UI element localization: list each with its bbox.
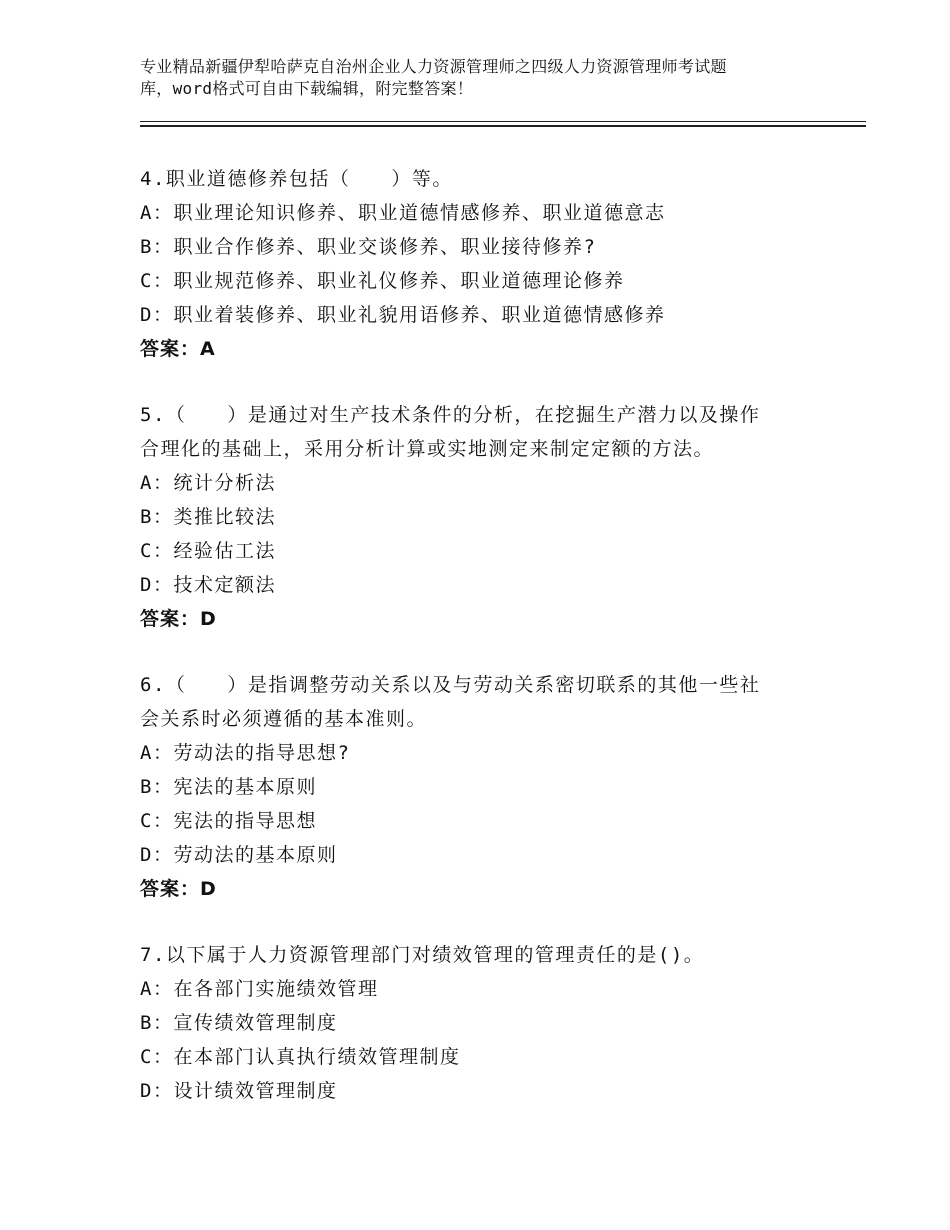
option-a: A：劳动法的指导思想? — [140, 742, 351, 764]
question-stem-continued: 合理化的基础上，采用分析计算或实地测定来制定定额的方法。 — [140, 438, 715, 460]
question-6 — [140, 668, 840, 906]
header-line-2: 库，word格式可自由下载编辑，附完整答案！ — [140, 79, 474, 98]
option-d: D：技术定额法 — [140, 574, 276, 596]
answer: 答案：A — [140, 338, 216, 360]
answer: 答案：D — [140, 608, 217, 630]
header-divider-thick — [140, 125, 866, 127]
question-4 — [140, 162, 840, 366]
question-7 — [140, 938, 840, 1108]
option-b: B：宪法的基本原则 — [140, 776, 317, 798]
option-c: C：经验估工法 — [140, 540, 276, 562]
option-b: B：宣传绩效管理制度 — [140, 1012, 338, 1034]
question-stem: 7.以下属于人力资源管理部门对绩效管理的管理责任的是()。 — [140, 944, 705, 966]
option-d: D：劳动法的基本原则 — [140, 844, 338, 866]
option-d: D：职业着装修养、职业礼貌用语修养、职业道德情感修养 — [140, 304, 666, 326]
option-d: D：设计绩效管理制度 — [140, 1080, 338, 1102]
question-5 — [140, 398, 840, 636]
document-header — [140, 56, 840, 100]
header-line-1: 专业精品新疆伊犁哈萨克自治州企业人力资源管理师之四级人力资源管理师考试题 — [140, 57, 727, 76]
question-stem: 6.（ ）是指调整劳动关系以及与劳动关系密切联系的其他一些社 — [140, 674, 761, 696]
option-c: C：职业规范修养、职业礼仪修养、职业道德理论修养 — [140, 270, 625, 292]
question-list — [140, 162, 840, 1140]
question-stem-continued: 会关系时必须遵循的基本准则。 — [140, 708, 428, 730]
option-a: A：在各部门实施绩效管理 — [140, 978, 379, 1000]
option-a: A：统计分析法 — [140, 472, 276, 494]
option-a: A：职业理论知识修养、职业道德情感修养、职业道德意志 — [140, 202, 666, 224]
answer: 答案：D — [140, 878, 217, 900]
option-b: B：职业合作修养、职业交谈修养、职业接待修养? — [140, 236, 597, 258]
question-stem: 5.（ ）是通过对生产技术条件的分析，在挖掘生产潜力以及操作 — [140, 404, 761, 426]
option-b: B：类推比较法 — [140, 506, 276, 528]
option-c: C：在本部门认真执行绩效管理制度 — [140, 1046, 461, 1068]
question-stem: 4.职业道德修养包括（ ）等。 — [140, 168, 453, 190]
header-divider-thin — [140, 121, 866, 122]
option-c: C：宪法的指导思想 — [140, 810, 317, 832]
